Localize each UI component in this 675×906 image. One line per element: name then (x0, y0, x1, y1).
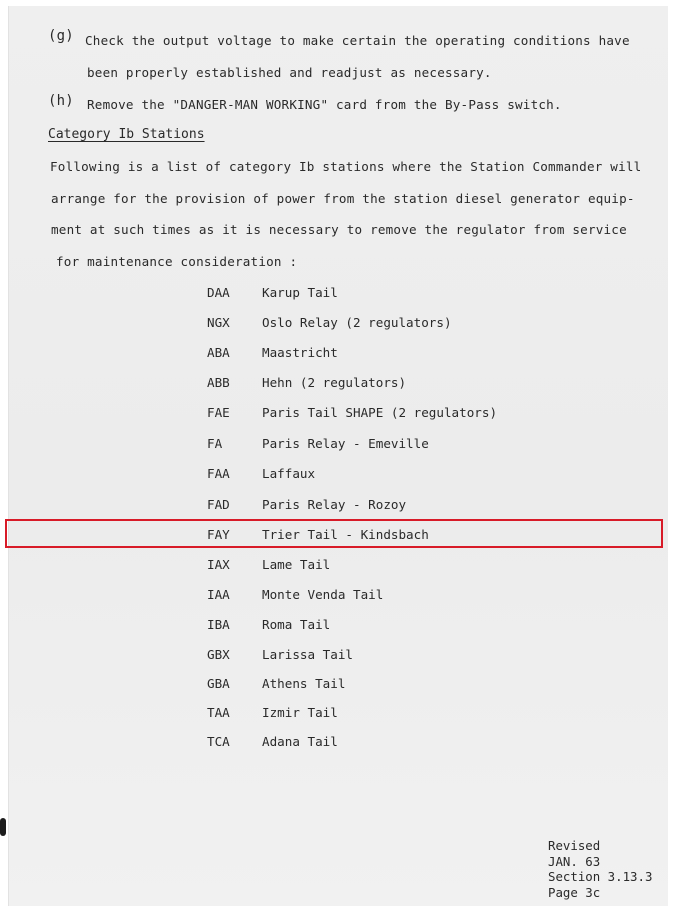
step-g-line-1: Check the output voltage to make certain the operating conditions have (85, 33, 630, 48)
station-name: Paris Relay - Rozoy (262, 497, 407, 512)
revised-label: Revised (548, 838, 601, 853)
station-code: ABA (207, 345, 230, 360)
station-name: Paris Relay - Emeville (262, 436, 429, 451)
station-name: Monte Venda Tail (262, 587, 384, 602)
station-name: Trier Tail - Kindsbach (262, 527, 429, 542)
station-code: ABB (207, 375, 230, 390)
step-h-text: Remove the "DANGER-MAN WORKING" card from the By-Pass switch. (87, 97, 562, 112)
step-h-marker: (h) (48, 93, 74, 109)
station-name: Izmir Tail (262, 705, 338, 720)
station-code: DAA (207, 285, 230, 300)
station-code: FA (207, 436, 223, 451)
station-code: GBX (207, 647, 230, 662)
station-code: IAA (207, 587, 230, 602)
station-code: FAA (207, 466, 230, 481)
station-code: FAE (207, 405, 230, 420)
station-code: FAY (207, 527, 230, 542)
station-code: NGX (207, 315, 230, 330)
page-number: Page 3c (548, 884, 601, 900)
paragraph-line-4: for maintenance consideration : (56, 254, 298, 269)
station-name: Roma Tail (262, 617, 331, 632)
station-code: FAD (207, 497, 230, 512)
step-g-marker: (g) (48, 28, 74, 44)
station-code: IBA (207, 617, 230, 632)
page-edge-mark (0, 818, 6, 836)
paragraph-line-3: ment at such times as it is necessary to remove the regulator from service (51, 222, 627, 237)
station-name: Maastricht (262, 345, 338, 360)
station-name: Athens Tail (262, 676, 346, 691)
paragraph-line-1: Following is a list of category Ib stations where the Station Commander will (50, 159, 642, 174)
station-name: Laffaux (262, 466, 316, 481)
revision-footer (548, 838, 652, 900)
paragraph-line-2: arrange for the provision of power from the station diesel generator equip- (51, 191, 635, 206)
station-code: GBA (207, 676, 230, 691)
station-code: TAA (207, 705, 230, 720)
station-name: Larissa Tail (262, 647, 353, 662)
section-heading: Category Ib Stations (48, 127, 205, 142)
station-name: Lame Tail (262, 557, 331, 572)
revision-date: JAN. 63 (548, 853, 601, 869)
step-g-line-2: been properly established and readjust as necessary. (87, 65, 492, 80)
station-code: TCA (207, 734, 230, 749)
section-number: Section 3.13.3 (548, 869, 653, 884)
station-code: IAX (207, 557, 230, 572)
highlight-box (5, 519, 663, 548)
station-name: Paris Tail SHAPE (2 regulators) (262, 405, 498, 420)
station-name: Hehn (2 regulators) (262, 375, 407, 390)
station-name: Adana Tail (262, 734, 338, 749)
station-name: Oslo Relay (2 regulators) (262, 315, 452, 330)
station-name: Karup Tail (262, 285, 338, 300)
